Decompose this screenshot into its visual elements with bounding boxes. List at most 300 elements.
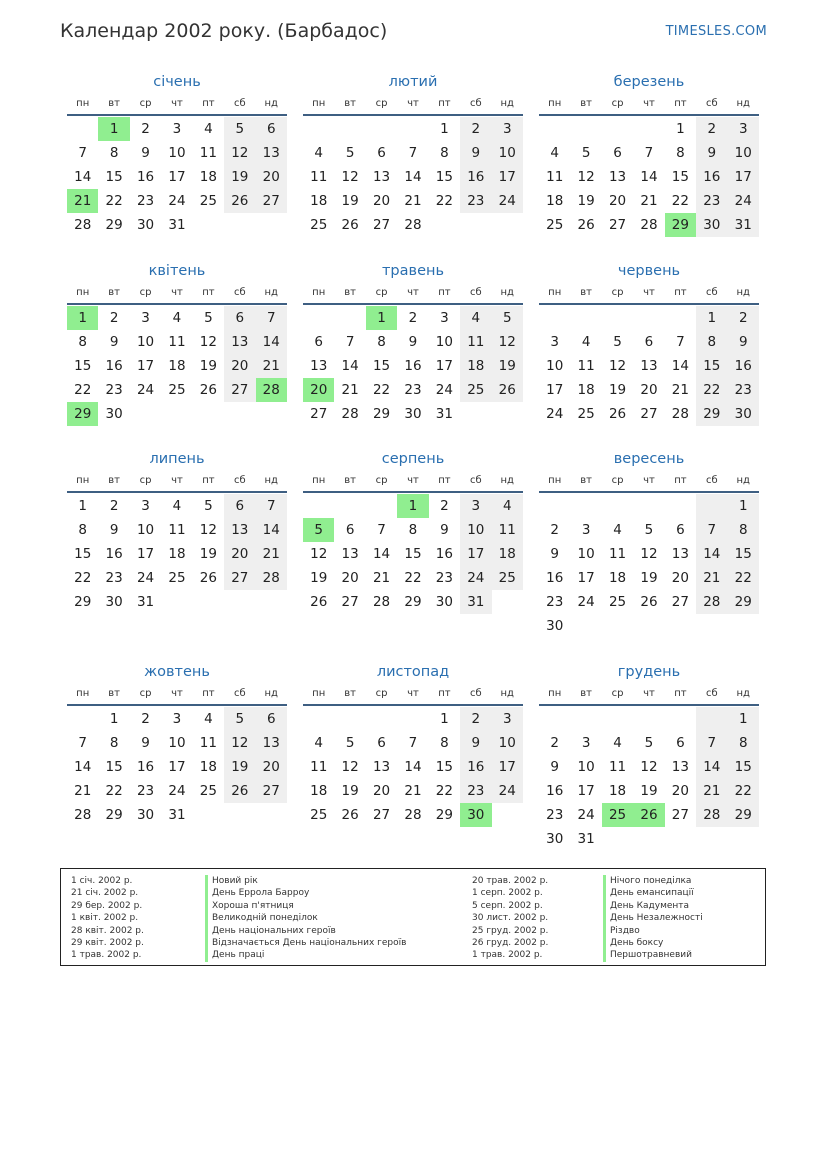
day-cell[interactable]: 27 <box>256 189 287 213</box>
day-cell[interactable]: 22 <box>696 378 727 402</box>
day-cell[interactable]: 21 <box>640 193 658 209</box>
day-cell[interactable]: 30 <box>696 213 727 237</box>
day-cell[interactable]: 8 <box>440 145 449 161</box>
day-cell[interactable]: 7 <box>78 735 87 751</box>
day-cell[interactable]: 21 <box>256 354 287 378</box>
day-cell[interactable]: 10 <box>577 546 595 562</box>
day-cell[interactable]: 26 <box>224 779 255 803</box>
day-cell[interactable]: 6 <box>377 735 386 751</box>
day-cell[interactable]: 5 <box>224 707 255 731</box>
day-cell[interactable]: 18 <box>492 542 523 566</box>
day-cell[interactable]: 9 <box>460 141 491 165</box>
holiday-day-cell[interactable]: 20 <box>303 378 334 402</box>
day-cell[interactable]: 3 <box>492 707 523 731</box>
day-cell[interactable]: 27 <box>372 217 391 233</box>
day-cell[interactable]: 2 <box>460 117 491 141</box>
holiday-day-cell[interactable]: 1 <box>98 117 129 141</box>
day-cell[interactable]: 10 <box>546 358 564 374</box>
day-cell[interactable]: 25 <box>577 406 595 422</box>
day-cell[interactable]: 23 <box>460 189 491 213</box>
day-cell[interactable]: 27 <box>372 807 391 823</box>
day-cell[interactable]: 14 <box>74 759 92 775</box>
day-cell[interactable]: 25 <box>460 378 491 402</box>
day-cell[interactable]: 8 <box>728 518 759 542</box>
day-cell[interactable]: 21 <box>671 382 689 398</box>
day-cell[interactable]: 29 <box>372 406 391 422</box>
day-cell[interactable]: 7 <box>256 306 287 330</box>
day-cell[interactable]: 31 <box>577 831 595 847</box>
day-cell[interactable]: 27 <box>608 217 627 233</box>
day-cell[interactable]: 23 <box>404 382 422 398</box>
day-cell[interactable]: 11 <box>310 169 328 185</box>
day-cell[interactable]: 26 <box>224 189 255 213</box>
day-cell[interactable]: 11 <box>168 522 186 538</box>
day-cell[interactable]: 12 <box>640 546 658 562</box>
day-cell[interactable]: 27 <box>224 378 255 402</box>
day-cell[interactable]: 20 <box>608 193 627 209</box>
day-cell[interactable]: 1 <box>728 494 759 518</box>
day-cell[interactable]: 14 <box>696 542 727 566</box>
day-cell[interactable]: 12 <box>224 141 255 165</box>
day-cell[interactable]: 19 <box>199 358 217 374</box>
day-cell[interactable]: 17 <box>168 759 186 775</box>
day-cell[interactable]: 20 <box>671 570 689 586</box>
day-cell[interactable]: 15 <box>74 546 92 562</box>
day-cell[interactable]: 26 <box>341 217 359 233</box>
day-cell[interactable]: 6 <box>676 735 685 751</box>
day-cell[interactable]: 4 <box>581 334 591 350</box>
day-cell[interactable]: 22 <box>728 779 759 803</box>
day-cell[interactable]: 16 <box>136 169 155 185</box>
day-cell[interactable]: 8 <box>78 522 87 538</box>
day-cell[interactable]: 4 <box>613 735 622 751</box>
day-cell[interactable]: 29 <box>404 594 422 610</box>
day-cell[interactable]: 28 <box>696 590 727 614</box>
day-cell[interactable]: 27 <box>256 779 287 803</box>
day-cell[interactable]: 11 <box>310 759 328 775</box>
day-cell[interactable]: 5 <box>204 310 213 326</box>
day-cell[interactable]: 20 <box>372 783 391 799</box>
day-cell[interactable]: 5 <box>224 117 255 141</box>
day-cell[interactable]: 27 <box>671 807 689 823</box>
day-cell[interactable]: 6 <box>644 334 654 350</box>
day-cell[interactable]: 7 <box>408 145 418 161</box>
day-cell[interactable]: 21 <box>696 566 727 590</box>
day-cell[interactable]: 21 <box>404 193 422 209</box>
day-cell[interactable]: 17 <box>168 169 186 185</box>
day-cell[interactable]: 25 <box>608 594 627 610</box>
day-cell[interactable]: 20 <box>341 570 359 586</box>
day-cell[interactable]: 12 <box>492 330 523 354</box>
day-cell[interactable]: 31 <box>435 406 453 422</box>
day-cell[interactable]: 30 <box>105 594 123 610</box>
day-cell[interactable]: 31 <box>728 213 759 237</box>
day-cell[interactable]: 5 <box>581 145 591 161</box>
day-cell[interactable]: 27 <box>671 594 689 610</box>
day-cell[interactable]: 10 <box>168 735 186 751</box>
day-cell[interactable]: 14 <box>671 358 689 374</box>
day-cell[interactable]: 22 <box>728 566 759 590</box>
holiday-day-cell[interactable]: 1 <box>366 306 397 330</box>
day-cell[interactable]: 15 <box>372 358 391 374</box>
day-cell[interactable]: 24 <box>577 807 595 823</box>
day-cell[interactable]: 25 <box>199 783 217 799</box>
day-cell[interactable]: 18 <box>460 354 491 378</box>
day-cell[interactable]: 10 <box>136 334 155 350</box>
day-cell[interactable]: 2 <box>550 735 559 751</box>
day-cell[interactable]: 22 <box>74 570 92 586</box>
day-cell[interactable]: 17 <box>728 165 759 189</box>
day-cell[interactable]: 9 <box>408 334 418 350</box>
day-cell[interactable]: 22 <box>74 382 92 398</box>
day-cell[interactable]: 1 <box>78 498 87 514</box>
day-cell[interactable]: 17 <box>435 358 453 374</box>
day-cell[interactable]: 20 <box>372 193 391 209</box>
day-cell[interactable]: 22 <box>105 783 123 799</box>
day-cell[interactable]: 9 <box>696 141 727 165</box>
day-cell[interactable]: 24 <box>136 382 155 398</box>
day-cell[interactable]: 6 <box>377 145 386 161</box>
day-cell[interactable]: 19 <box>310 570 328 586</box>
day-cell[interactable]: 6 <box>256 117 287 141</box>
day-cell[interactable]: 12 <box>577 169 595 185</box>
day-cell[interactable]: 6 <box>345 522 355 538</box>
day-cell[interactable]: 12 <box>640 759 658 775</box>
day-cell[interactable]: 7 <box>345 334 355 350</box>
day-cell[interactable]: 2 <box>460 707 491 731</box>
day-cell[interactable]: 19 <box>224 165 255 189</box>
day-cell[interactable]: 30 <box>136 217 155 233</box>
day-cell[interactable]: 5 <box>345 735 355 751</box>
day-cell[interactable]: 18 <box>577 382 595 398</box>
day-cell[interactable]: 4 <box>314 735 323 751</box>
day-cell[interactable]: 25 <box>492 566 523 590</box>
day-cell[interactable]: 23 <box>728 378 759 402</box>
day-cell[interactable]: 8 <box>377 334 386 350</box>
day-cell[interactable]: 10 <box>577 759 595 775</box>
day-cell[interactable]: 6 <box>256 707 287 731</box>
day-cell[interactable]: 6 <box>314 334 323 350</box>
day-cell[interactable]: 28 <box>256 566 287 590</box>
day-cell[interactable]: 17 <box>136 358 155 374</box>
day-cell[interactable]: 24 <box>546 406 564 422</box>
day-cell[interactable]: 3 <box>728 117 759 141</box>
day-cell[interactable]: 23 <box>696 189 727 213</box>
day-cell[interactable]: 2 <box>728 306 759 330</box>
holiday-day-cell[interactable]: 5 <box>303 518 334 542</box>
day-cell[interactable]: 17 <box>136 546 155 562</box>
day-cell[interactable]: 1 <box>696 306 727 330</box>
day-cell[interactable]: 30 <box>404 406 422 422</box>
day-cell[interactable]: 11 <box>608 546 627 562</box>
day-cell[interactable]: 28 <box>640 217 658 233</box>
day-cell[interactable]: 31 <box>460 590 491 614</box>
day-cell[interactable]: 5 <box>644 522 654 538</box>
day-cell[interactable]: 17 <box>577 783 595 799</box>
day-cell[interactable]: 22 <box>671 193 689 209</box>
day-cell[interactable]: 5 <box>345 145 355 161</box>
day-cell[interactable]: 23 <box>435 570 453 586</box>
day-cell[interactable]: 1 <box>676 121 685 137</box>
day-cell[interactable]: 13 <box>372 759 391 775</box>
day-cell[interactable]: 16 <box>435 546 453 562</box>
day-cell[interactable]: 2 <box>440 498 449 514</box>
day-cell[interactable]: 30 <box>435 594 453 610</box>
day-cell[interactable]: 9 <box>728 330 759 354</box>
day-cell[interactable]: 28 <box>74 217 92 233</box>
day-cell[interactable]: 8 <box>109 735 119 751</box>
holiday-day-cell[interactable]: 28 <box>256 378 287 402</box>
day-cell[interactable]: 15 <box>728 542 759 566</box>
day-cell[interactable]: 14 <box>404 759 422 775</box>
day-cell[interactable]: 4 <box>204 711 213 727</box>
day-cell[interactable]: 8 <box>78 334 87 350</box>
day-cell[interactable]: 2 <box>109 310 119 326</box>
day-cell[interactable]: 4 <box>172 310 182 326</box>
day-cell[interactable]: 13 <box>671 759 689 775</box>
day-cell[interactable]: 31 <box>168 807 186 823</box>
day-cell[interactable]: 3 <box>141 310 150 326</box>
day-cell[interactable]: 6 <box>676 522 685 538</box>
day-cell[interactable]: 5 <box>204 498 213 514</box>
day-cell[interactable]: 15 <box>671 169 689 185</box>
day-cell[interactable]: 24 <box>577 594 595 610</box>
day-cell[interactable]: 16 <box>546 570 564 586</box>
day-cell[interactable]: 14 <box>256 330 287 354</box>
day-cell[interactable]: 22 <box>435 783 453 799</box>
day-cell[interactable]: 7 <box>408 735 418 751</box>
day-cell[interactable]: 25 <box>310 217 328 233</box>
day-cell[interactable]: 9 <box>550 546 559 562</box>
day-cell[interactable]: 12 <box>199 522 217 538</box>
day-cell[interactable]: 9 <box>141 145 150 161</box>
day-cell[interactable]: 18 <box>310 783 328 799</box>
day-cell[interactable]: 26 <box>608 406 627 422</box>
day-cell[interactable]: 14 <box>640 169 658 185</box>
day-cell[interactable]: 26 <box>199 382 217 398</box>
day-cell[interactable]: 8 <box>728 731 759 755</box>
day-cell[interactable]: 28 <box>671 406 689 422</box>
day-cell[interactable]: 2 <box>696 117 727 141</box>
day-cell[interactable]: 28 <box>696 803 727 827</box>
day-cell[interactable]: 23 <box>546 594 564 610</box>
day-cell[interactable]: 28 <box>404 217 422 233</box>
day-cell[interactable]: 12 <box>341 169 359 185</box>
day-cell[interactable]: 23 <box>105 570 123 586</box>
day-cell[interactable]: 9 <box>109 334 119 350</box>
day-cell[interactable]: 26 <box>640 594 658 610</box>
day-cell[interactable]: 7 <box>696 731 727 755</box>
day-cell[interactable]: 17 <box>460 542 491 566</box>
day-cell[interactable]: 4 <box>492 494 523 518</box>
day-cell[interactable]: 19 <box>577 193 595 209</box>
holiday-day-cell[interactable]: 1 <box>67 306 98 330</box>
day-cell[interactable]: 18 <box>168 546 186 562</box>
day-cell[interactable]: 3 <box>581 522 591 538</box>
day-cell[interactable]: 9 <box>109 522 119 538</box>
day-cell[interactable]: 13 <box>256 731 287 755</box>
day-cell[interactable]: 20 <box>224 354 255 378</box>
day-cell[interactable]: 24 <box>492 779 523 803</box>
day-cell[interactable]: 18 <box>199 169 217 185</box>
day-cell[interactable]: 11 <box>199 735 217 751</box>
holiday-day-cell[interactable]: 30 <box>460 803 491 827</box>
day-cell[interactable]: 2 <box>550 522 559 538</box>
day-cell[interactable]: 26 <box>341 807 359 823</box>
day-cell[interactable]: 14 <box>404 169 422 185</box>
day-cell[interactable]: 14 <box>372 546 391 562</box>
day-cell[interactable]: 23 <box>546 807 564 823</box>
day-cell[interactable]: 13 <box>671 546 689 562</box>
day-cell[interactable]: 18 <box>168 358 186 374</box>
day-cell[interactable]: 26 <box>492 378 523 402</box>
day-cell[interactable]: 17 <box>492 165 523 189</box>
day-cell[interactable]: 5 <box>613 334 622 350</box>
day-cell[interactable]: 13 <box>256 141 287 165</box>
day-cell[interactable]: 17 <box>492 755 523 779</box>
day-cell[interactable]: 6 <box>224 306 255 330</box>
day-cell[interactable]: 3 <box>492 117 523 141</box>
day-cell[interactable]: 12 <box>608 358 627 374</box>
day-cell[interactable]: 15 <box>696 354 727 378</box>
day-cell[interactable]: 27 <box>310 406 328 422</box>
day-cell[interactable]: 2 <box>109 498 119 514</box>
day-cell[interactable]: 8 <box>408 522 418 538</box>
day-cell[interactable]: 27 <box>341 594 359 610</box>
day-cell[interactable]: 20 <box>671 783 689 799</box>
day-cell[interactable]: 16 <box>460 165 491 189</box>
holiday-day-cell[interactable]: 21 <box>67 189 98 213</box>
day-cell[interactable]: 5 <box>492 306 523 330</box>
day-cell[interactable]: 11 <box>577 358 595 374</box>
day-cell[interactable]: 15 <box>435 169 453 185</box>
day-cell[interactable]: 23 <box>136 193 155 209</box>
day-cell[interactable]: 4 <box>613 522 622 538</box>
day-cell[interactable]: 19 <box>341 193 359 209</box>
day-cell[interactable]: 4 <box>460 306 491 330</box>
day-cell[interactable]: 3 <box>172 121 182 137</box>
day-cell[interactable]: 8 <box>676 145 685 161</box>
day-cell[interactable]: 18 <box>608 783 627 799</box>
day-cell[interactable]: 30 <box>546 831 564 847</box>
day-cell[interactable]: 1 <box>109 711 119 727</box>
day-cell[interactable]: 15 <box>74 358 92 374</box>
holiday-day-cell[interactable]: 29 <box>67 402 98 426</box>
day-cell[interactable]: 20 <box>256 755 287 779</box>
day-cell[interactable]: 8 <box>109 145 119 161</box>
day-cell[interactable]: 4 <box>172 498 182 514</box>
holiday-day-cell[interactable]: 29 <box>665 213 696 237</box>
day-cell[interactable]: 25 <box>310 807 328 823</box>
day-cell[interactable]: 11 <box>492 518 523 542</box>
day-cell[interactable]: 16 <box>136 759 155 775</box>
day-cell[interactable]: 26 <box>310 594 328 610</box>
day-cell[interactable]: 8 <box>696 330 727 354</box>
day-cell[interactable]: 7 <box>78 145 87 161</box>
day-cell[interactable]: 25 <box>168 382 186 398</box>
day-cell[interactable]: 21 <box>256 542 287 566</box>
day-cell[interactable]: 13 <box>372 169 391 185</box>
day-cell[interactable]: 6 <box>613 145 622 161</box>
day-cell[interactable]: 24 <box>728 189 759 213</box>
day-cell[interactable]: 22 <box>435 193 453 209</box>
day-cell[interactable]: 24 <box>435 382 453 398</box>
day-cell[interactable]: 28 <box>404 807 422 823</box>
day-cell[interactable]: 21 <box>696 779 727 803</box>
day-cell[interactable]: 15 <box>728 755 759 779</box>
day-cell[interactable]: 27 <box>224 566 255 590</box>
day-cell[interactable]: 12 <box>310 546 328 562</box>
day-cell[interactable]: 29 <box>74 594 92 610</box>
day-cell[interactable]: 31 <box>168 217 186 233</box>
day-cell[interactable]: 15 <box>105 169 123 185</box>
day-cell[interactable]: 16 <box>728 354 759 378</box>
day-cell[interactable]: 2 <box>141 711 150 727</box>
day-cell[interactable]: 19 <box>608 382 627 398</box>
day-cell[interactable]: 28 <box>74 807 92 823</box>
day-cell[interactable]: 11 <box>460 330 491 354</box>
holiday-day-cell[interactable]: 26 <box>633 803 664 827</box>
day-cell[interactable]: 26 <box>199 570 217 586</box>
day-cell[interactable]: 23 <box>136 783 155 799</box>
day-cell[interactable]: 7 <box>676 334 685 350</box>
day-cell[interactable]: 11 <box>608 759 627 775</box>
day-cell[interactable]: 11 <box>168 334 186 350</box>
day-cell[interactable]: 1 <box>440 711 449 727</box>
day-cell[interactable]: 14 <box>341 358 359 374</box>
day-cell[interactable]: 23 <box>105 382 123 398</box>
day-cell[interactable]: 19 <box>341 783 359 799</box>
day-cell[interactable]: 7 <box>644 145 654 161</box>
day-cell[interactable]: 11 <box>546 169 564 185</box>
day-cell[interactable]: 13 <box>224 330 255 354</box>
day-cell[interactable]: 15 <box>105 759 123 775</box>
day-cell[interactable]: 25 <box>199 193 217 209</box>
day-cell[interactable]: 18 <box>608 570 627 586</box>
day-cell[interactable]: 19 <box>640 783 658 799</box>
day-cell[interactable]: 30 <box>728 402 759 426</box>
day-cell[interactable]: 22 <box>372 382 391 398</box>
day-cell[interactable]: 29 <box>105 807 123 823</box>
day-cell[interactable]: 10 <box>728 141 759 165</box>
day-cell[interactable]: 3 <box>460 494 491 518</box>
day-cell[interactable]: 21 <box>404 783 422 799</box>
holiday-day-cell[interactable]: 1 <box>397 494 428 518</box>
holiday-day-cell[interactable]: 25 <box>602 803 633 827</box>
day-cell[interactable]: 10 <box>168 145 186 161</box>
day-cell[interactable]: 20 <box>256 165 287 189</box>
day-cell[interactable]: 29 <box>105 217 123 233</box>
day-cell[interactable]: 16 <box>460 755 491 779</box>
day-cell[interactable]: 24 <box>168 193 186 209</box>
day-cell[interactable]: 3 <box>581 735 591 751</box>
day-cell[interactable]: 10 <box>435 334 453 350</box>
day-cell[interactable]: 21 <box>341 382 359 398</box>
day-cell[interactable]: 3 <box>440 310 449 326</box>
day-cell[interactable]: 10 <box>136 522 155 538</box>
day-cell[interactable]: 4 <box>204 121 213 137</box>
day-cell[interactable]: 13 <box>310 358 328 374</box>
day-cell[interactable]: 9 <box>460 731 491 755</box>
day-cell[interactable]: 2 <box>408 310 418 326</box>
day-cell[interactable]: 3 <box>141 498 150 514</box>
day-cell[interactable]: 24 <box>168 783 186 799</box>
day-cell[interactable]: 24 <box>460 566 491 590</box>
day-cell[interactable]: 13 <box>224 518 255 542</box>
day-cell[interactable]: 22 <box>404 570 422 586</box>
day-cell[interactable]: 18 <box>199 759 217 775</box>
day-cell[interactable]: 13 <box>608 169 627 185</box>
